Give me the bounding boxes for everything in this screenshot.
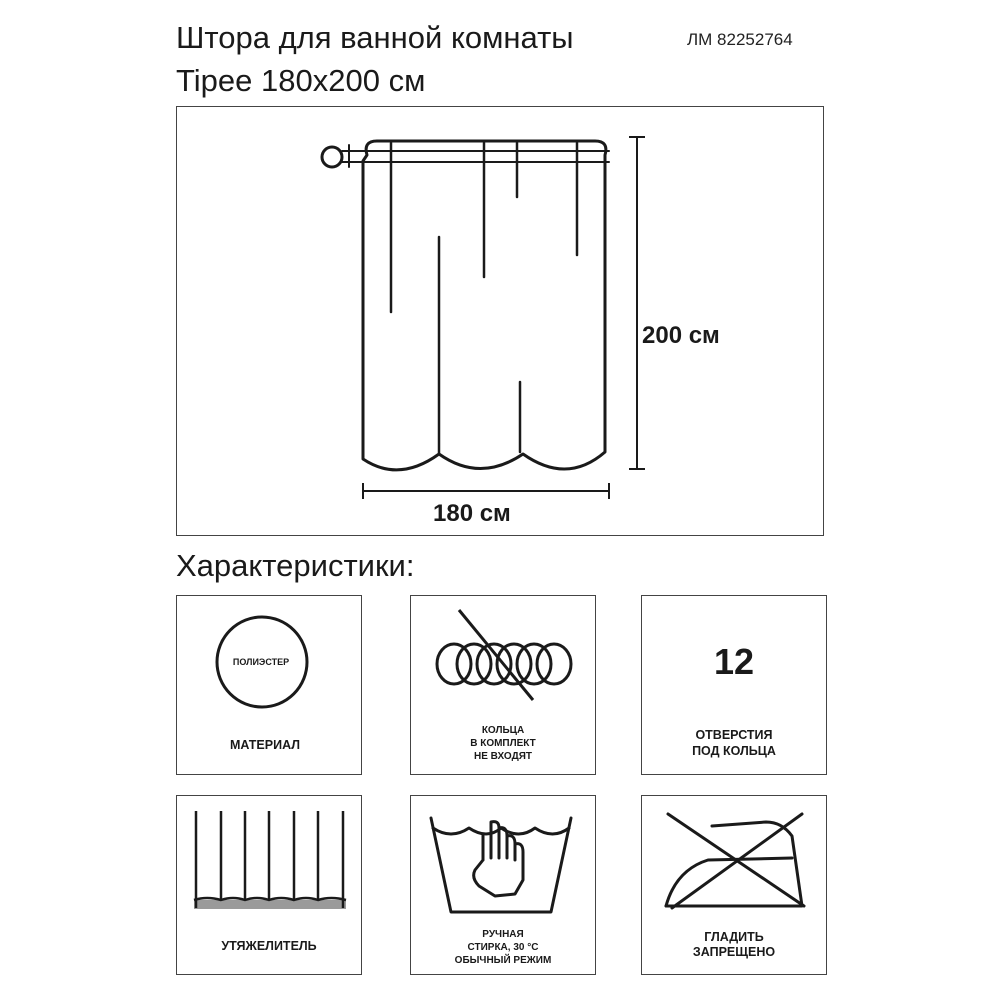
- holes-caption-2: ПОД КОЛЬЦА: [692, 744, 776, 758]
- weight-caption: УТЯЖЕЛИТЕЛЬ: [221, 939, 317, 953]
- iron-caption-2: ЗАПРЕЩЕНО: [692, 945, 776, 959]
- material-caption: МАТЕРИАЛ: [229, 738, 301, 752]
- height-label: 200 см: [642, 322, 720, 349]
- article-number: ЛМ 82252764: [687, 30, 793, 49]
- rings-caption-2: В КОМПЛЕКТ: [470, 738, 536, 749]
- spec-card-rings: [410, 595, 596, 775]
- spec-card-weight: [176, 795, 362, 975]
- width-label: 180 см: [433, 500, 511, 527]
- rings-caption-3: НЕ ВХОДЯТ: [474, 751, 532, 762]
- rings-caption-1: КОЛЬЦА: [481, 725, 525, 736]
- curtain-drawing: [177, 107, 825, 537]
- spec-card-material: [176, 595, 362, 775]
- curtain-diagram: [176, 106, 824, 536]
- rod-finial: [322, 147, 342, 167]
- holes-caption-1: ОТВЕРСТИЯ: [695, 728, 773, 742]
- wash-caption-3: ОБЫЧНЫЙ РЕЖИМ: [454, 955, 552, 966]
- holes-count: 12: [713, 641, 755, 682]
- material-value: ПОЛИЭСТЕР: [232, 657, 290, 667]
- wash-caption-1: РУЧНАЯ: [482, 929, 524, 940]
- section-heading: Характеристики:: [176, 548, 415, 583]
- page-title: Штора для ванной комнаты: [176, 20, 574, 55]
- spec-card-holes: [641, 595, 827, 775]
- spec-card-wash: [410, 795, 596, 975]
- iron-caption-1: ГЛАДИТЬ: [704, 930, 764, 944]
- spec-card-iron: [641, 795, 827, 975]
- wash-caption-2: СТИРКА, 30 °C: [467, 942, 539, 953]
- page-subtitle: Tipee 180x200 см: [176, 63, 426, 98]
